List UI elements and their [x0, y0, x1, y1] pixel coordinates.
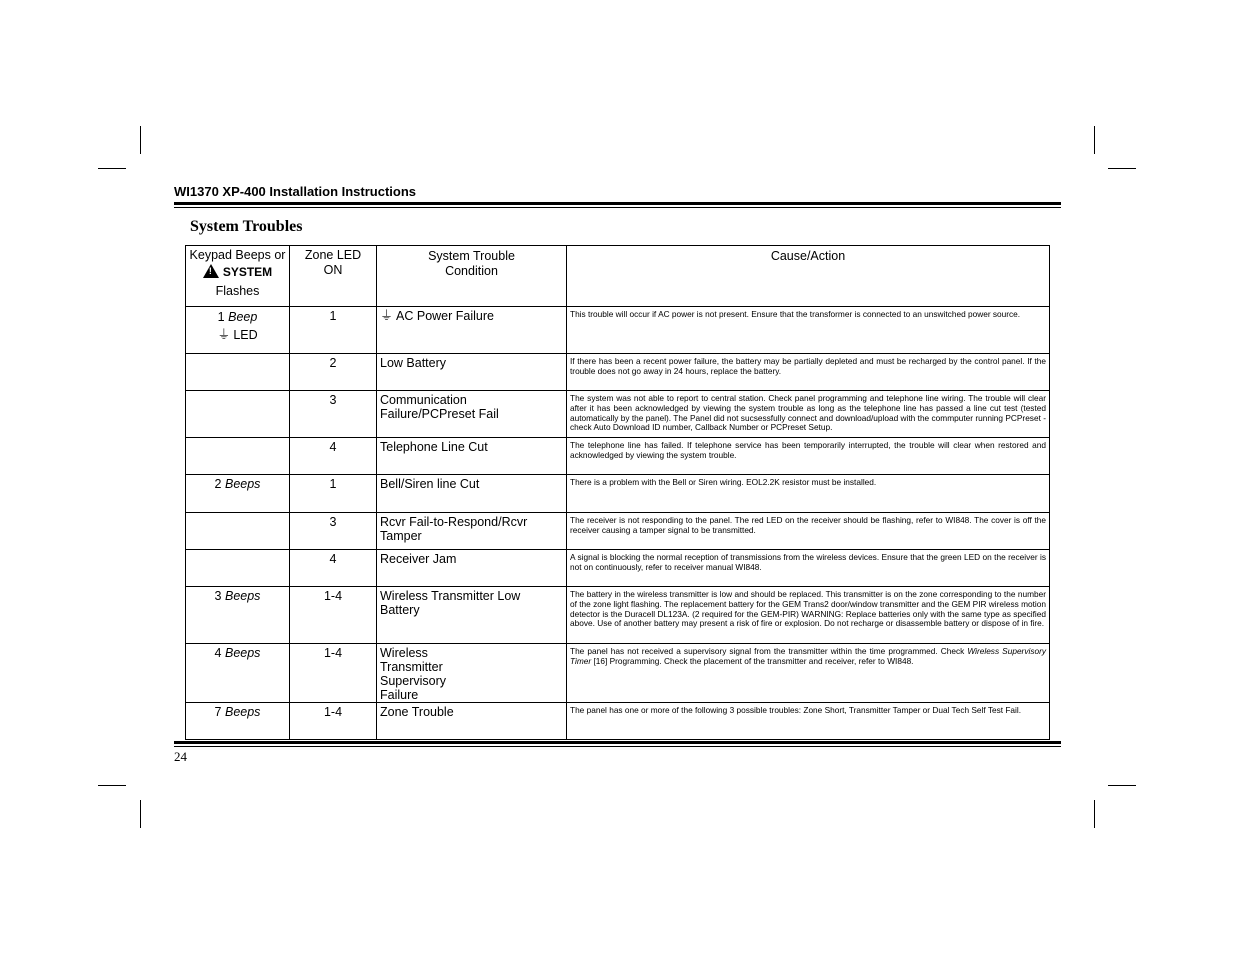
zone-cell: 4 — [290, 438, 377, 475]
beeps-cell — [186, 354, 290, 391]
table-row — [186, 391, 1050, 438]
header-zone-label: Zone LED ON — [304, 248, 362, 277]
condition-text: Wireless Transmitter Low Battery — [380, 589, 521, 617]
beeps-cell — [186, 513, 290, 550]
cause-text: The panel has not received a supervisory signal from the transmitter within the time programmed. Check — [570, 646, 968, 656]
cause-cell: The system was not able to report to central station. Check panel programming and telephone line wiring. The trouble will clear after it has been acknowledged by viewing the system trouble as long as the telephone line has passed a line cut test (tested automatically by the panel). The Panel did not sucsessfully connect and download/upload with the commputer running PCPreset - check Auto Download ID number, Callback Number or PCPreset Setup. — [567, 391, 1050, 438]
ac-plug-icon: ⏚ — [217, 327, 231, 342]
beeps-word: Beeps — [224, 705, 261, 719]
beeps-word: Beeps — [224, 646, 261, 660]
header-condition — [377, 246, 567, 307]
table-row — [186, 438, 1050, 475]
beeps-cell — [186, 550, 290, 587]
zone-cell: 2 — [290, 354, 377, 391]
beeps-cell — [186, 391, 290, 438]
condition-cell — [377, 644, 567, 703]
zone-cell: 1-4 — [290, 587, 377, 644]
beeps-number: 4 — [214, 646, 222, 660]
zone-cell: 1 — [290, 475, 377, 513]
crop-mark — [98, 785, 126, 786]
beeps-number: 2 — [214, 477, 222, 491]
table-header-row — [186, 246, 1050, 307]
beeps-cell — [186, 587, 290, 644]
header-cause: Cause/Action — [567, 246, 1050, 307]
cause-cell: A signal is blocking the normal reception of transmissions from the wireless devices. Ensure that the green LED on the receiver is not on continuously, refer to receiver manual WI848. — [567, 550, 1050, 587]
table-row — [186, 550, 1050, 587]
header-keypad-system — [186, 264, 289, 279]
led-label: LED — [233, 328, 258, 342]
crop-mark — [1108, 168, 1136, 169]
condition-text: AC Power Failure — [396, 309, 494, 323]
header-rule-thin — [174, 207, 1061, 208]
beeps-number: 7 — [214, 705, 222, 719]
condition-cell: Telephone Line Cut — [377, 438, 567, 475]
section-title: System Troubles — [190, 218, 303, 235]
condition-cell: Bell/Siren line Cut — [377, 475, 567, 513]
crop-mark — [1108, 785, 1136, 786]
table-row — [186, 644, 1050, 703]
beeps-cell — [186, 307, 290, 354]
table-row — [186, 475, 1050, 513]
zone-cell: 3 — [290, 391, 377, 438]
table-row — [186, 513, 1050, 550]
header-condition-label: System Trouble Condition — [428, 249, 515, 278]
cause-cell: The battery in the wireless transmitter is low and should be replaced. This transmitter is on the zone corresponding to the number of the zone light flashing. The replacement battery for the GEM Trans2 door/window transmitter and the GEM PIR wireless motion detector is the Duracell DL123A. (2 required for the GEM-PIR) WARNING: Replace batteries only with the same type as specified above. Use of another battery may present a risk of fire or explosion. Do not recharge or disassemble battery or dispose of in fire. — [567, 587, 1050, 644]
beeps-cell — [186, 644, 290, 703]
zone-cell: 1 — [290, 307, 377, 354]
header-keypad — [186, 246, 290, 307]
table-row — [186, 354, 1050, 391]
zone-cell: 4 — [290, 550, 377, 587]
beeps-word: Beeps — [224, 589, 261, 603]
cause-cell: The panel has one or more of the following 3 possible troubles: Zone Short, Transmitter Tamper or Dual Tech Self Test Fail. — [567, 703, 1050, 740]
header-keypad-line1: Keypad Beeps or — [189, 248, 286, 262]
cause-text: [16] Programming. Check the placement of the transmitter and receiver, refer to WI848. — [591, 655, 914, 666]
beeps-cell — [186, 475, 290, 513]
beeps-number: 3 — [214, 589, 222, 603]
condition-cell — [377, 307, 567, 354]
condition-cell: Zone Trouble — [377, 703, 567, 740]
document-header: WI1370 XP-400 Installation Instructions — [174, 184, 417, 199]
footer-rule-thin — [174, 746, 1061, 747]
crop-mark — [1094, 126, 1095, 154]
ac-plug-icon: ⏚ — [380, 308, 394, 323]
header-zone — [290, 246, 377, 307]
beeps-number: 1 — [217, 310, 225, 324]
zone-cell: 3 — [290, 513, 377, 550]
system-label: SYSTEM — [222, 265, 273, 279]
table-row — [186, 703, 1050, 740]
zone-cell: 1-4 — [290, 703, 377, 740]
cause-cell: The receiver is not responding to the panel. The red LED on the receiver should be flashing, refer to WI848. The cover is off the receiver causing a tamper signal to be transmitted. — [567, 513, 1050, 550]
beeps-cell — [186, 438, 290, 475]
header-keypad-line3: Flashes — [215, 284, 260, 298]
cause-cell: There is a problem with the Bell or Siren wiring. EOL2.2K resistor must be installed. — [567, 475, 1050, 513]
beeps-word: Beeps — [224, 477, 261, 491]
crop-mark — [140, 126, 141, 154]
page-number: 24 — [174, 749, 187, 764]
cause-cell: This trouble will occur if AC power is not present. Ensure that the transformer is connected to an unswitched power source. — [567, 307, 1050, 354]
condition-cell: Rcvr Fail-to-Respond/Rcvr Tamper — [377, 513, 567, 550]
cause-cell — [567, 644, 1050, 703]
system-troubles-table — [185, 245, 1050, 740]
table-row — [186, 307, 1050, 354]
warning-triangle-icon — [203, 264, 219, 278]
zone-cell: 1-4 — [290, 644, 377, 703]
condition-cell: Receiver Jam — [377, 550, 567, 587]
table-row — [186, 587, 1050, 644]
cause-cell: The telephone line has failed. If telephone service has been temporarily interrupted, the trouble will clear when restored and acknowledged by viewing the system trouble. — [567, 438, 1050, 475]
beeps-word: Beep — [228, 310, 258, 324]
condition-cell: Low Battery — [377, 354, 567, 391]
cause-cell: If there has been a recent power failure, the battery may be partially depleted and must be recharged by the control panel. If the trouble does not go away in 24 hours, replace the battery. — [567, 354, 1050, 391]
condition-text: Wireless Transmitter Supervisory Failure — [380, 646, 446, 702]
crop-mark — [1094, 800, 1095, 828]
condition-cell: Communication Failure/PCPreset Fail — [377, 391, 567, 438]
crop-mark — [98, 168, 126, 169]
cause-emphasis: Wireless Supervisory Timer — [570, 646, 1046, 666]
header-rule — [174, 202, 1061, 205]
condition-cell — [377, 587, 567, 644]
beeps-cell — [186, 703, 290, 740]
footer-rule — [174, 741, 1061, 744]
crop-mark — [140, 800, 141, 828]
